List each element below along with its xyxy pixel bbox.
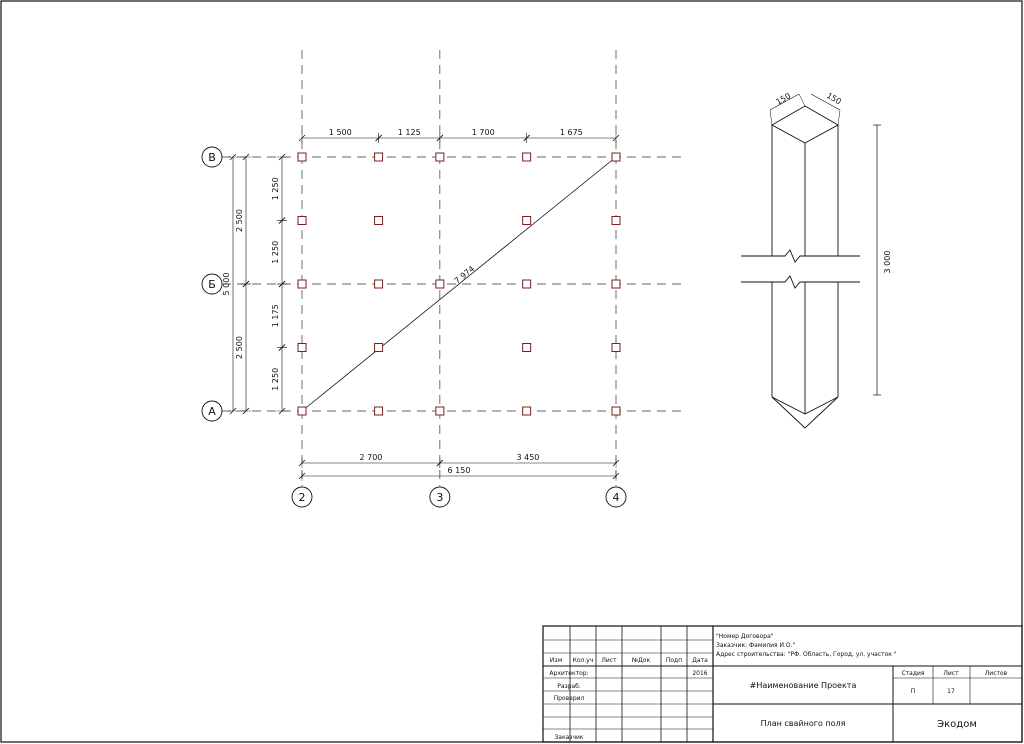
pile bbox=[298, 153, 306, 161]
pile bbox=[436, 407, 444, 415]
hdr-ndok: №Док bbox=[631, 657, 651, 664]
axis-label-А: А bbox=[208, 405, 216, 418]
left-total-dim-label: 5 000 bbox=[222, 272, 231, 296]
axis-label-Б: Б bbox=[208, 278, 216, 291]
year: 2016 bbox=[692, 670, 708, 677]
bottom-dim-label: 2 700 bbox=[359, 453, 383, 462]
hdr-list: Лист bbox=[601, 657, 617, 664]
hdr-izm: Изм bbox=[549, 657, 563, 664]
pile bbox=[523, 153, 531, 161]
diagonal-label: 7 974 bbox=[452, 264, 477, 286]
pile bbox=[523, 344, 531, 352]
customer-name: Заказчик: Фамилия И.О." bbox=[716, 642, 796, 649]
sheet-frame bbox=[1, 1, 1022, 742]
role-checker: Проверил bbox=[553, 695, 585, 702]
sheet-header: Лист bbox=[943, 670, 959, 677]
pile-width-label-1: 150 bbox=[774, 91, 793, 107]
pile bbox=[612, 217, 620, 225]
pile bbox=[523, 407, 531, 415]
construction-address: Адрес строительства: "РФ. Область, Город, ул. участок " bbox=[716, 651, 897, 658]
hdr-data: Дата bbox=[692, 657, 708, 664]
top-dim-label: 1 500 bbox=[328, 128, 352, 137]
pile bbox=[375, 407, 383, 415]
project-name: #Наименование Проекта bbox=[749, 681, 857, 690]
role-architect: Архитектор: bbox=[549, 670, 589, 677]
pile bbox=[298, 217, 306, 225]
hdr-podp: Подп bbox=[665, 657, 683, 664]
contract-number: "Номер Договора" bbox=[716, 633, 774, 640]
hdr-kol: Кол.уч bbox=[572, 657, 594, 664]
pile bbox=[436, 280, 444, 288]
left-mid-dim-label: 2 500 bbox=[235, 209, 244, 232]
stage-header: Стадия bbox=[901, 670, 925, 677]
pile bbox=[298, 407, 306, 415]
pile-detail bbox=[741, 94, 881, 428]
pile-break-line bbox=[741, 276, 860, 288]
title-block-text bbox=[549, 633, 1007, 741]
axis-label-4: 4 bbox=[612, 491, 620, 504]
axis-label-В: В bbox=[208, 151, 216, 164]
pile bbox=[612, 280, 620, 288]
left-inner-dim-label: 1 175 bbox=[271, 304, 280, 328]
pile bbox=[523, 217, 531, 225]
pile bbox=[523, 280, 531, 288]
bottom-total-dim-label: 6 150 bbox=[447, 466, 471, 475]
sheets-header: Листов bbox=[984, 670, 1008, 677]
pile bbox=[375, 344, 383, 352]
stage-value: П bbox=[910, 688, 916, 695]
pile-height-label: 3 000 bbox=[883, 250, 892, 274]
top-dim-label: 1 675 bbox=[559, 128, 583, 137]
pile-top-face bbox=[772, 106, 838, 143]
bottom-dim-label: 3 450 bbox=[516, 453, 540, 462]
left-inner-dim-label: 1 250 bbox=[271, 240, 280, 264]
pile bbox=[298, 344, 306, 352]
role-client: Заказчик bbox=[554, 734, 584, 741]
pile-field-plan bbox=[202, 50, 684, 507]
left-inner-dim-label: 1 250 bbox=[271, 367, 280, 391]
left-inner-dim-label: 1 250 bbox=[271, 177, 280, 201]
left-mid-dim-label: 2 500 bbox=[235, 336, 244, 359]
top-dim-label: 1 700 bbox=[471, 128, 495, 137]
company-name: Экодом bbox=[937, 719, 977, 730]
sheet-value: 17 bbox=[947, 688, 955, 695]
drawing-title: План свайного поля bbox=[760, 719, 846, 728]
pile bbox=[612, 344, 620, 352]
role-developer: Разраб. bbox=[557, 683, 581, 690]
pile bbox=[612, 153, 620, 161]
pile bbox=[375, 153, 383, 161]
pile bbox=[612, 407, 620, 415]
pile bbox=[375, 217, 383, 225]
pile-width-label-2: 150 bbox=[825, 90, 843, 107]
axis-label-3: 3 bbox=[436, 491, 444, 504]
pile bbox=[436, 153, 444, 161]
top-dim-label: 1 125 bbox=[397, 128, 421, 137]
pile bbox=[298, 280, 306, 288]
axis-label-2: 2 bbox=[298, 491, 306, 504]
pile-break-line bbox=[741, 250, 860, 262]
pile bbox=[375, 280, 383, 288]
